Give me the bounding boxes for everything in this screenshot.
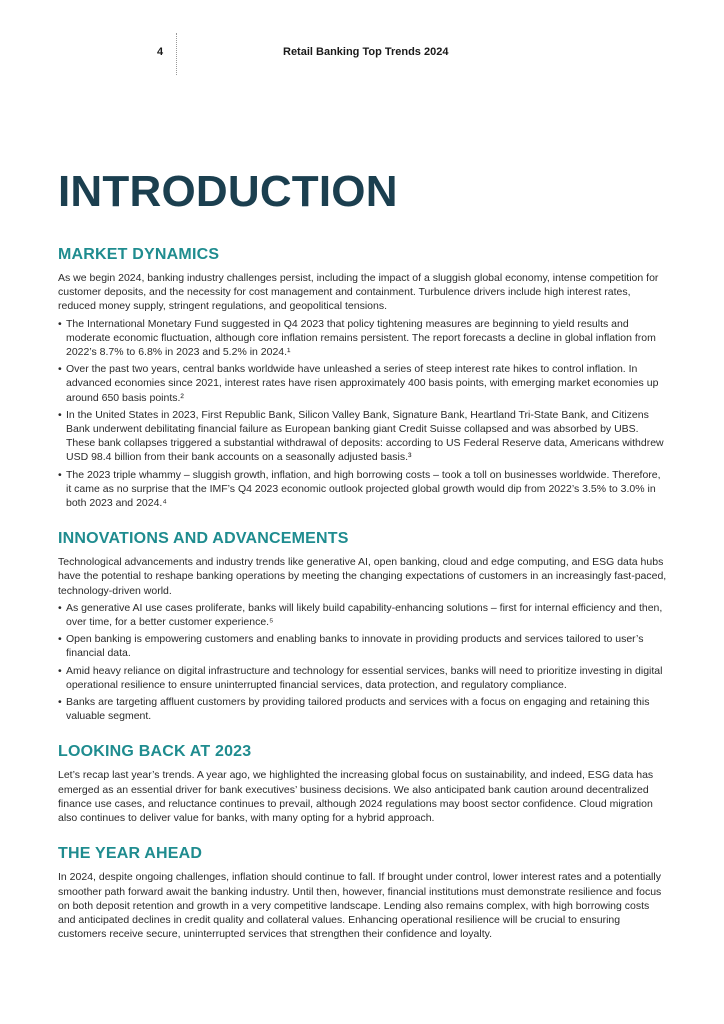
- bullet-item: • The International Monetary Fund suggested in Q4 2023 that policy tightening measures are beginning to yield results and moderate economic fluctuation, although core inflation remains persistent. The report forecasts a decline in global inflation from 2022’s 8.7% to 6.8% in 2023 and 5.2% in 2024.¹: [58, 317, 668, 360]
- section-heading: INNOVATIONS AND ADVANCEMENTS: [58, 530, 349, 548]
- bullet-item: • The 2023 triple whammy – sluggish growth, inflation, and high borrowing costs – took a toll on businesses worldwide. Therefore, it came as no surprise that the IMF’s Q4 2023 economic outlook projected global growth would dip from 2022’s 3.5% to 3.0% in both 2023 and 2024.⁴: [58, 468, 668, 511]
- page-header: [0, 0, 724, 80]
- section-looking-back: [58, 741, 668, 825]
- page-title: INTRODUCTION: [58, 167, 398, 216]
- section-heading: THE YEAR AHEAD: [58, 845, 203, 863]
- bullet-list: [58, 601, 668, 724]
- section-heading: MARKET DYNAMICS: [58, 246, 220, 263]
- header-divider: [176, 33, 177, 75]
- section-paragraph: Technological advancements and industry trends like generative AI, open banking, cloud and edge computing, and ESG data hubs have the potential to reshape banking operations by meeting the changing expectations of customers in an increasingly fast-paced, technology-driven world.: [58, 556, 667, 597]
- bullet-list: [58, 317, 668, 511]
- bullet-item: • Amid heavy reliance on digital infrastructure and technology for essential services, banks will need to prioritize investing in digital operational resilience to ensure uninterrupted financial services, data protection, and regulatory compliance.: [58, 664, 668, 692]
- bullet-item: • Banks are targeting affluent customers by providing tailored products and services with a focus on engaging and retaining this valuable segment.: [58, 695, 668, 723]
- bullet-item: • Over the past two years, central banks worldwide have unleashed a series of steep interest rate hikes to control inflation. In advanced economies since 2021, interest rates have risen approximately 400 basis points, with emerging market economies up around 650 basis points.²: [58, 362, 668, 405]
- page-number: 4: [157, 46, 164, 58]
- section-market-dynamics: [58, 244, 668, 510]
- section-heading: LOOKING BACK AT 2023: [58, 743, 252, 761]
- document-title: Retail Banking Top Trends 2024: [283, 46, 449, 58]
- section-paragraph: In 2024, despite ongoing challenges, inflation should continue to fall. If brought under control, lower interest rates and a potentially smoother path forward await the banking industry. Until then, however, financial institutions must demonstrate resilience and focus on both deposit retention and growth in a very competitive landscape. Lending also remains complex, with high borrowing costs and anticipated declines in credit quality and collateral values. Enhancing operational resilience will be crucial to ensuring customers receive secure, uninterrupted services that strengthen their confidence and loyalty.: [58, 871, 662, 941]
- bullet-item: • In the United States in 2023, First Republic Bank, Silicon Valley Bank, Signature Bank, Heartland Tri-State Bank, and Citizens Bank underwent debilitating financial failure as European banking giant Credit Suisse collapsed and was absorbed by UBS. These bank collapses triggered a substantial withdrawal of deposits: according to US Federal Reserve data, Americans withdrew USD 98.4 billion from their bank accounts on a seasonally adjusted basis.³: [58, 408, 668, 465]
- bullet-item: • Open banking is empowering customers and enabling banks to innovate in providing products and services tailored to user’s financial data.: [58, 632, 668, 660]
- main-content: [58, 244, 668, 959]
- section-year-ahead: [58, 843, 668, 941]
- section-paragraph: Let’s recap last year’s trends. A year ago, we highlighted the increasing global focus on sustainability, and indeed, ESG data has emerged as an essential driver for bank executives’ business decisions. We also anticipated bank caution around decentralized finance use cases, and reluctance continues to prevail, although 2024 regulations may boost sector confidence. Cloud migration also continues to deliver value for banks, with many opting for a hybrid approach.: [58, 769, 654, 825]
- section-innovations: [58, 528, 668, 723]
- bullet-item: • As generative AI use cases proliferate, banks will likely build capability-enhancing solutions – first for internal efficiency and then, over time, for a better customer experience.⁵: [58, 601, 668, 629]
- section-paragraph: As we begin 2024, banking industry challenges persist, including the impact of a sluggish global economy, intense competition for customer deposits, and the necessity for cost management and containment. Turbulence drivers include high interest rates, reduced money supply, stringent regulations, and geopolitical tensions.: [58, 272, 659, 313]
